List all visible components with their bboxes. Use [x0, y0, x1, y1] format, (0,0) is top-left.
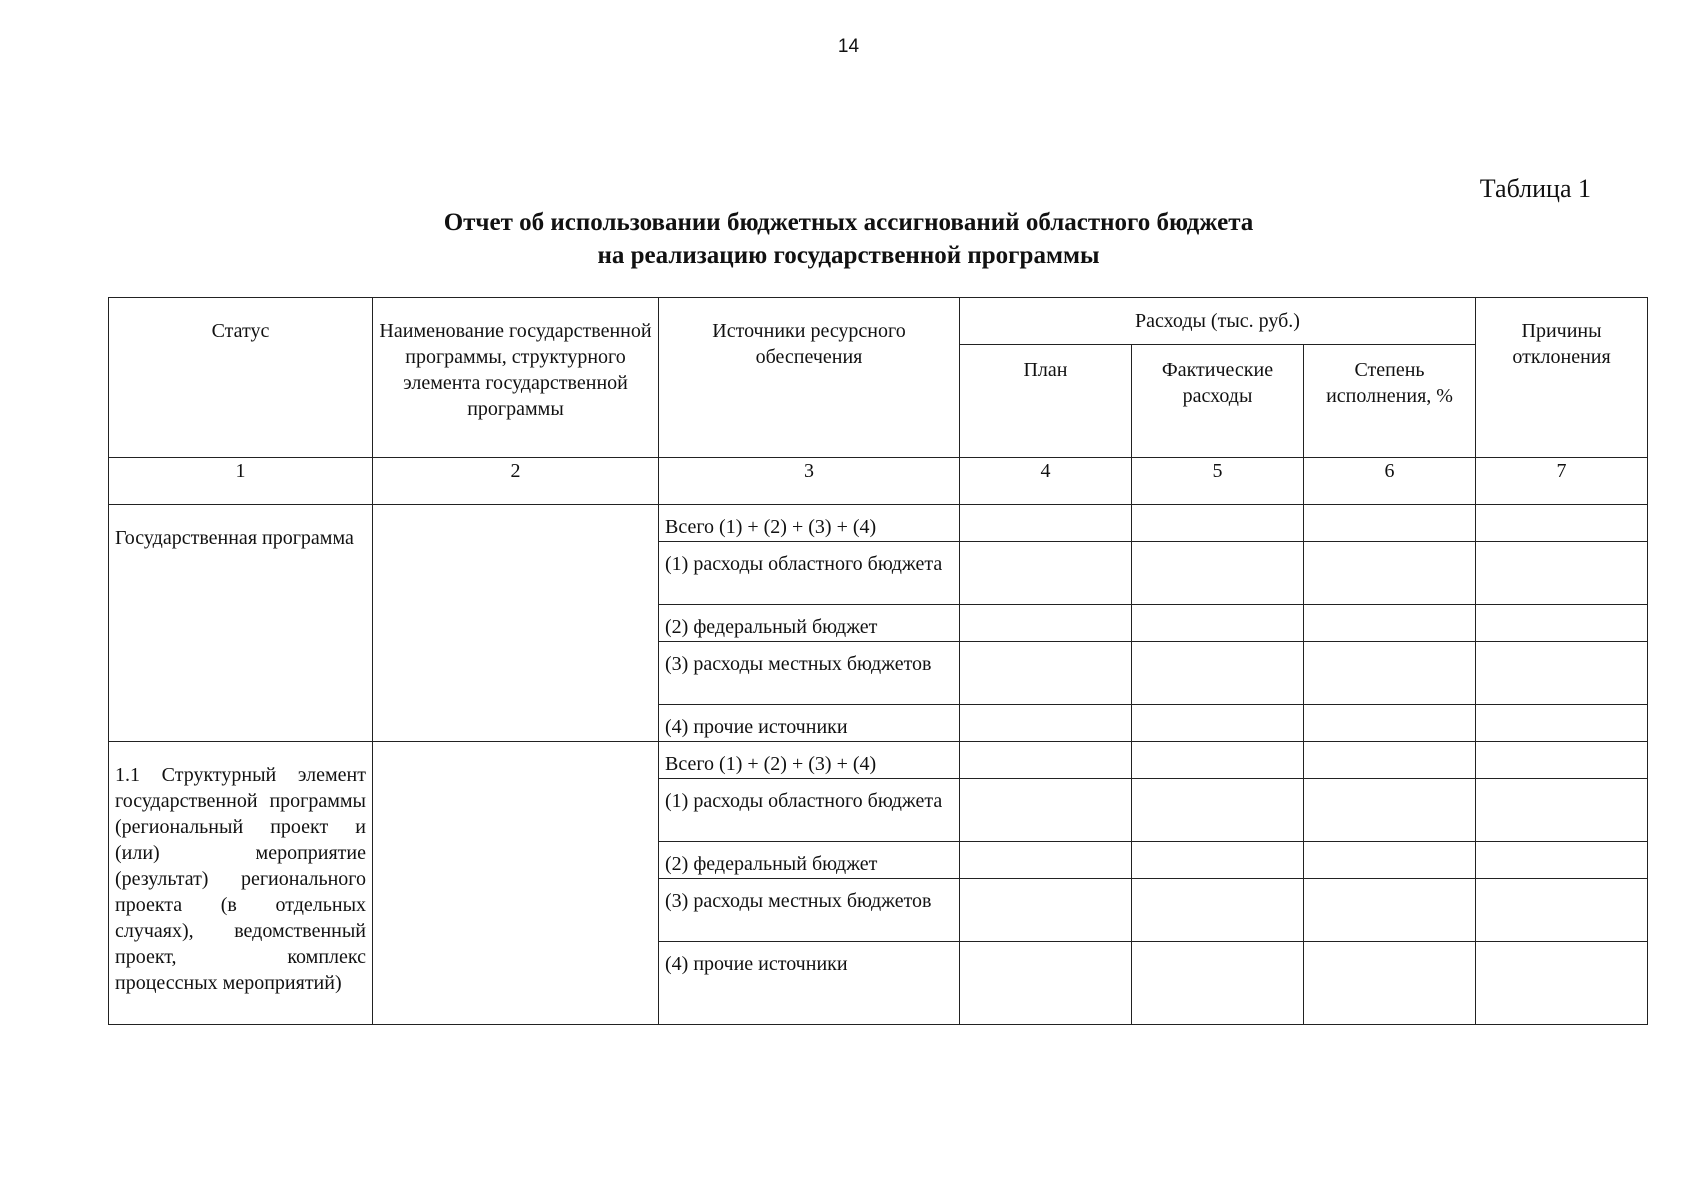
header-status: Статус [109, 298, 373, 458]
name-cell-structural-element [373, 742, 659, 1025]
column-number: 5 [1132, 458, 1304, 505]
document-title [0, 206, 1697, 272]
header-execution: Степень исполнения, % [1304, 345, 1476, 458]
execution-cell [1304, 542, 1476, 605]
column-number: 6 [1304, 458, 1476, 505]
source-cell: (3) расходы местных бюджетов [659, 642, 960, 705]
source-cell: (3) расходы местных бюджетов [659, 879, 960, 942]
actual-cell [1132, 842, 1304, 879]
document-title-line-1: Отчет об использовании бюджетных ассигнований областного бюджета [443, 209, 1254, 236]
actual-cell [1132, 942, 1304, 1025]
reasons-cell [1476, 842, 1648, 879]
reasons-cell [1476, 779, 1648, 842]
execution-cell [1304, 842, 1476, 879]
header-plan: План [960, 345, 1132, 458]
column-number: 1 [109, 458, 373, 505]
actual-cell [1132, 742, 1304, 779]
execution-cell [1304, 779, 1476, 842]
column-number: 3 [659, 458, 960, 505]
header-name: Наименование государственной программы, структурного элемента государственной программы [373, 298, 659, 458]
reasons-cell [1476, 642, 1648, 705]
actual-cell [1132, 705, 1304, 742]
plan-cell [960, 842, 1132, 879]
plan-cell [960, 705, 1132, 742]
plan-cell [960, 779, 1132, 842]
plan-cell [960, 642, 1132, 705]
reasons-cell [1476, 942, 1648, 1025]
execution-cell [1304, 942, 1476, 1025]
reasons-cell [1476, 542, 1648, 605]
source-cell: (1) расходы областного бюджета [659, 779, 960, 842]
source-cell: (2) федеральный бюджет [659, 842, 960, 879]
header-sources: Источники ресурсного обеспечения [659, 298, 960, 458]
header-expenses-group: Расходы (тыс. руб.) [960, 298, 1476, 345]
source-cell: (2) федеральный бюджет [659, 605, 960, 642]
actual-cell [1132, 879, 1304, 942]
reasons-cell [1476, 879, 1648, 942]
execution-cell [1304, 505, 1476, 542]
reasons-cell [1476, 705, 1648, 742]
execution-cell [1304, 705, 1476, 742]
source-cell: (4) прочие источники [659, 942, 960, 1025]
source-cell: Всего (1) + (2) + (3) + (4) [659, 505, 960, 542]
reasons-cell [1476, 742, 1648, 779]
source-cell: (4) прочие источники [659, 705, 960, 742]
plan-cell [960, 505, 1132, 542]
actual-cell [1132, 642, 1304, 705]
column-number: 7 [1476, 458, 1648, 505]
document-title-line-2: на реализацию государственной программы [597, 242, 1100, 269]
name-cell-program [373, 505, 659, 742]
table-row [109, 742, 1648, 779]
column-number: 4 [960, 458, 1132, 505]
plan-cell [960, 942, 1132, 1025]
plan-cell [960, 542, 1132, 605]
actual-cell [1132, 505, 1304, 542]
plan-cell [960, 742, 1132, 779]
report-table [108, 297, 1648, 1025]
actual-cell [1132, 605, 1304, 642]
plan-cell [960, 605, 1132, 642]
header-actual: Фактические расходы [1132, 345, 1304, 458]
status-cell-structural-element: 1.1 Структурный элемент государственной программы (региональный проект и (или) мероприятие (результат) регионального проекта (в отдельных случаях), ведомственный проект, комплекс процессных мероприятий) [109, 742, 373, 1025]
page-number: 14 [837, 36, 860, 57]
header-reasons: Причины отклонения [1476, 298, 1648, 458]
source-cell: Всего (1) + (2) + (3) + (4) [659, 742, 960, 779]
column-number-row [109, 458, 1648, 505]
actual-cell [1132, 542, 1304, 605]
execution-cell [1304, 605, 1476, 642]
table-row [109, 505, 1648, 542]
reasons-cell [1476, 605, 1648, 642]
actual-cell [1132, 779, 1304, 842]
source-cell: (1) расходы областного бюджета [659, 542, 960, 605]
execution-cell [1304, 642, 1476, 705]
status-cell-program: Государственная программа [109, 505, 373, 742]
execution-cell [1304, 879, 1476, 942]
reasons-cell [1476, 505, 1648, 542]
plan-cell [960, 879, 1132, 942]
execution-cell [1304, 742, 1476, 779]
column-number: 2 [373, 458, 659, 505]
table-label: Таблица 1 [1479, 174, 1591, 203]
